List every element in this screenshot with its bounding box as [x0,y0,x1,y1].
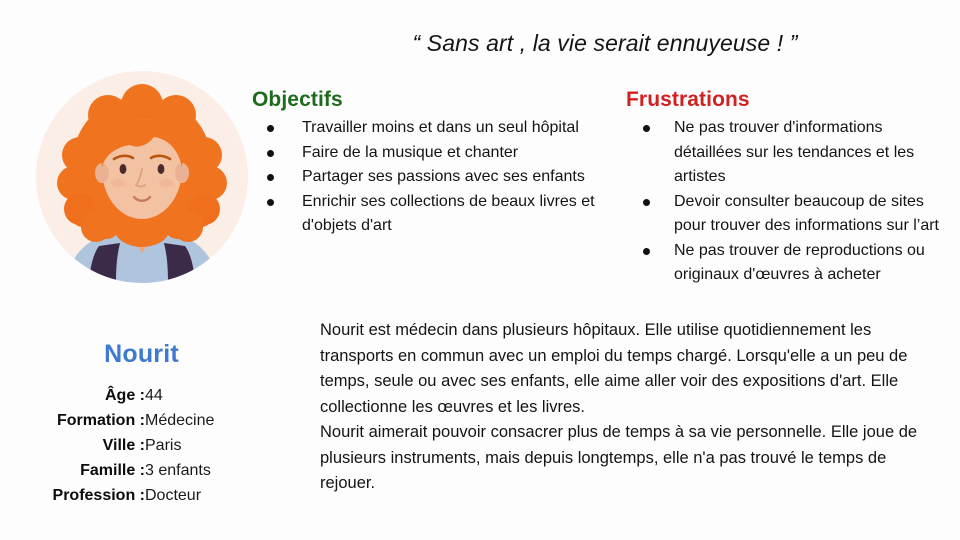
persona-bio [320,318,928,497]
bio-paragraph-2: Nourit aimerait pouvoir consacrer plus de temps à sa vie personnelle. Elle joue de plusieurs instruments, mais depuis longtemps, elle n'a pas trouvé le temps de rejouer. [320,423,918,492]
bullet-icon [643,125,650,132]
attribute-value: Docteur [145,487,202,504]
bullet-icon [267,125,274,132]
bullet-icon [267,150,274,157]
attribute-row [0,408,283,433]
attribute-value: Paris [145,437,182,454]
attribute-row [0,433,283,458]
frustrations-list [626,116,946,288]
list-item-text: Devoir consulter beaucoup de sites pour trouver des informations sur l’art [674,192,939,234]
bullet-icon [267,174,274,181]
persona-name: Nourit [104,340,179,368]
objectifs-list [252,116,627,239]
attribute-label: Ville : [102,437,145,454]
bullet-icon [643,199,650,206]
frustrations-section [626,88,946,288]
list-item [252,141,627,166]
list-item-text: Faire de la musique et chanter [302,143,519,161]
list-item-text: Ne pas trouver de reproductions ou originaux d'œuvres à acheter [674,241,925,283]
list-item [252,165,627,190]
attribute-row [0,383,283,408]
attribute-row [0,483,283,508]
frustrations-title: Frustrations [626,88,750,111]
bullet-icon [643,248,650,255]
persona-quote: “ Sans art , la vie serait ennuyeuse ! ” [412,30,798,56]
objectifs-title: Objectifs [252,88,343,111]
objectifs-section [252,88,627,239]
attribute-value: Médecine [145,412,215,429]
list-item-text: Partager ses passions avec ses enfants [302,168,585,185]
list-item-text: Ne pas trouver d'informations détaillées sur les tendances et les artistes [674,119,915,185]
persona-attributes [0,383,283,508]
list-item [252,190,627,239]
list-item [626,116,946,190]
attribute-row [0,458,283,483]
attribute-value: 3 enfants [145,462,211,479]
bullet-icon [267,199,274,206]
list-item [252,116,627,141]
list-item-text: Enrichir ses collections de beaux livres et d'objets d'art [302,192,595,234]
attribute-label: Formation : [57,412,145,429]
list-item [626,190,946,239]
attribute-label: Âge : [105,387,145,404]
attribute-value: 44 [145,387,163,404]
attribute-label: Famille : [80,462,145,479]
attribute-label: Profession : [52,487,145,504]
list-item [626,239,946,288]
list-item-text: Travailler moins et dans un seul hôpital [302,119,579,136]
bio-paragraph-1: Nourit est médecin dans plusieurs hôpitaux. Elle utilise quotidiennement les transports en commun avec un emploi du temps chargé. Lorsqu'elle a un peu de temps, seule ou avec ses enfants, elle aime aller voir des expositions d'art. Elle collectionne les œuvres et les livres. [320,321,908,416]
avatar [36,71,248,283]
